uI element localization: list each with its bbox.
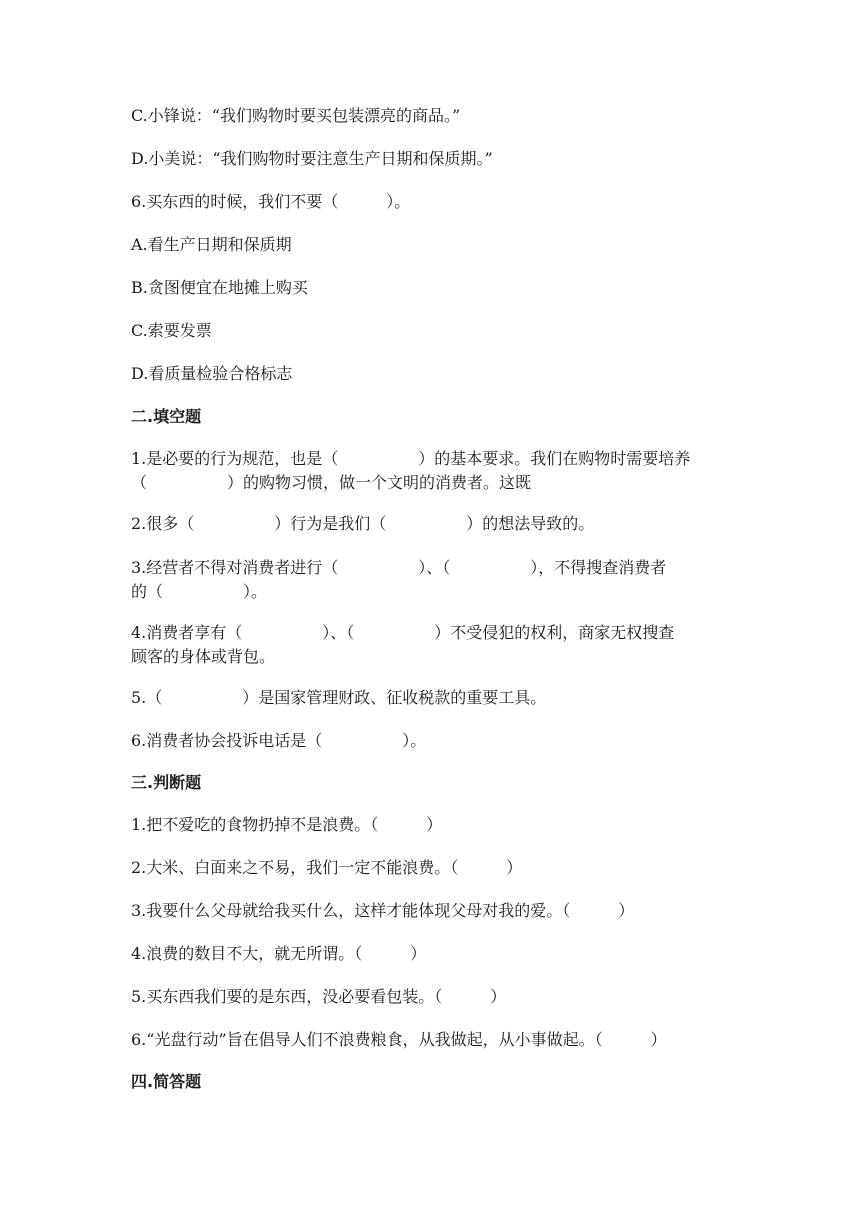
fill-item-3-line-2: 的（ ）。 (131, 582, 268, 601)
judge-item-2: 2.大米、白面来之不易，我们一定不能浪费。（ ） (131, 858, 523, 877)
fill-item-4-line-2: 顾客的身体或背包。 (131, 647, 276, 666)
fill-item-5: 5.（ ）是国家管理财政、征收税款的重要工具。 (131, 688, 547, 707)
judge-item-4: 4.浪费的数目不大，就无所谓。（ ） (131, 944, 427, 963)
judge-item-5: 5.买东西我们要的是东西，没必要看包装。（ ） (131, 987, 507, 1006)
q5-option-c: C.小锋说：“我们购物时要买包装漂亮的商品。” (131, 106, 461, 125)
fill-item-2: 2.很多（ ）行为是我们（ ）的想法导致的。 (131, 514, 595, 533)
fill-heading: 二.填空题 (131, 407, 202, 426)
judge-heading: 三.判断题 (131, 773, 202, 792)
q6-option-c: C.索要发票 (131, 321, 212, 340)
q5-option-d: D.小美说：“我们购物时要注意生产日期和保质期。” (131, 149, 493, 168)
q6-question: 6.买东西的时候，我们不要（ ）。 (131, 192, 411, 211)
fill-item-3-line-1: 3.经营者不得对消费者进行（ ）、（ ），不得搜查消费者 (131, 558, 667, 577)
short-answer-heading: 四.简答题 (131, 1072, 202, 1091)
fill-item-1-line-2: （ ）的购物习惯，做一个文明的消费者。这既 (131, 473, 532, 492)
judge-item-3: 3.我要什么父母就给我买什么，这样才能体现父母对我的爱。（ ） (131, 901, 635, 920)
fill-item-4-line-1: 4.消费者享有（ ）、（ ）不受侵犯的权利，商家无权搜查 (131, 623, 675, 642)
fill-item-1-line-1: 1.是必要的行为规范，也是（ ）的基本要求。我们在购物时需要培养 (131, 449, 691, 468)
q6-option-a: A.看生产日期和保质期 (131, 235, 292, 254)
q6-option-d: D.看质量检验合格标志 (131, 364, 293, 383)
judge-item-1: 1.把不爱吃的食物扔掉不是浪费。（ ） (131, 815, 443, 834)
fill-item-6: 6.消费者协会投诉电话是（ ）。 (131, 731, 427, 750)
q6-option-b: B.贪图便宜在地摊上购买 (131, 278, 308, 297)
judge-item-6: 6.“光盘行动”旨在倡导人们不浪费粮食，从我做起，从小事做起。（ ） (131, 1030, 667, 1049)
